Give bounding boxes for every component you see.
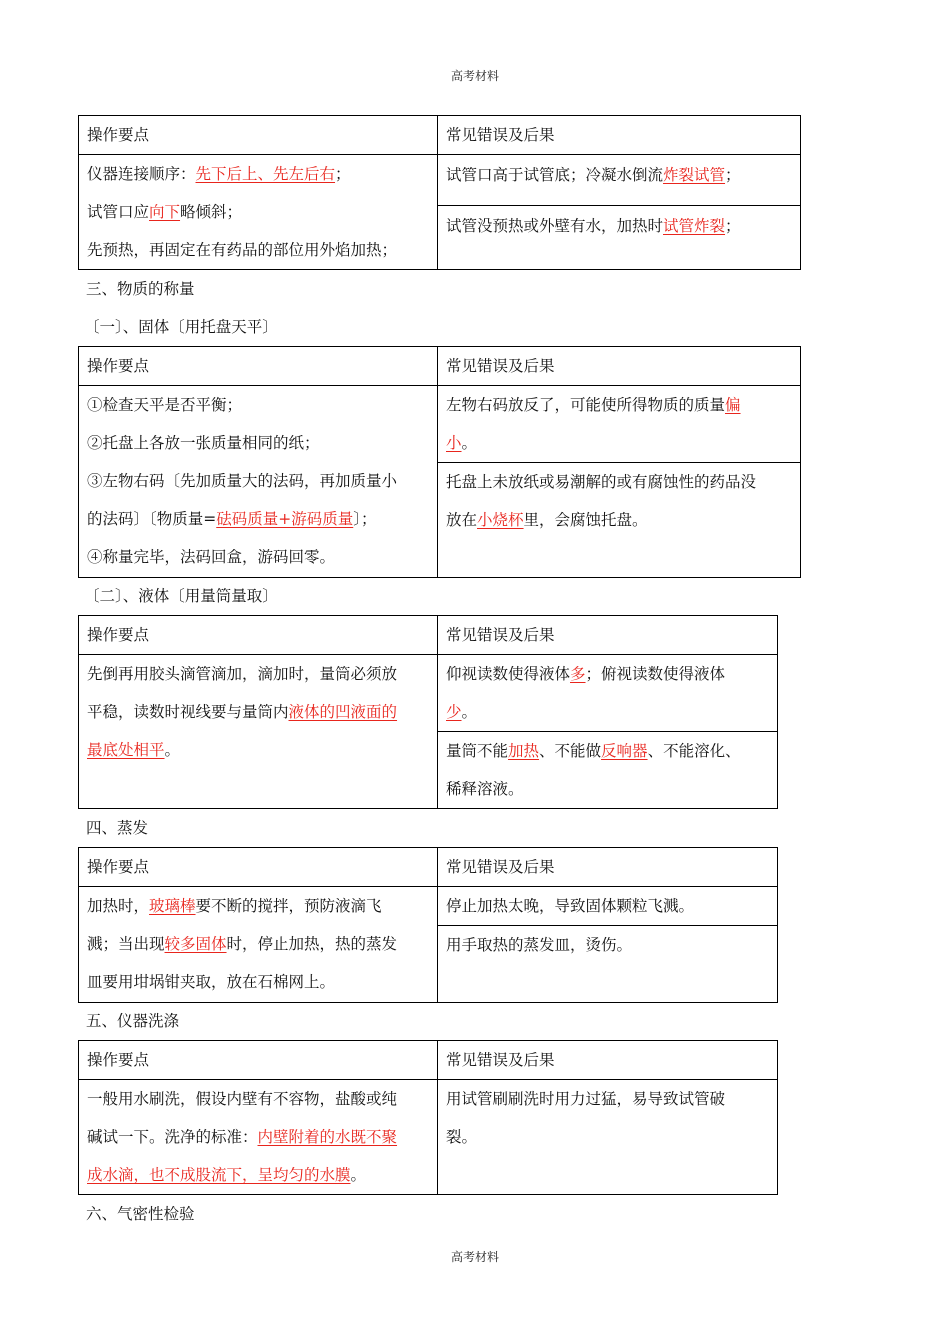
section-heading: 三、物质的称量	[86, 280, 195, 298]
col-header-ops: 操作要点	[79, 616, 438, 655]
table-measuring-liquid	[78, 615, 778, 809]
error-cell: 用手取热的蒸发皿，烫伤。	[438, 926, 778, 1003]
key-point: 反响器	[601, 742, 648, 760]
key-point: 砝码质量+游码质量	[216, 510, 354, 528]
key-point: 少	[446, 703, 462, 721]
key-point: 成水滴，也不成股流下，呈均匀的水膜	[87, 1166, 351, 1184]
col-header-ops: 操作要点	[79, 116, 438, 155]
key-point: 玻璃棒	[149, 897, 196, 915]
section-heading: 四、蒸发	[86, 819, 149, 837]
key-point: 液体的凹液面的	[288, 703, 398, 721]
key-point: 小烧杯	[477, 511, 524, 529]
col-header-errors: 常见错误及后果	[438, 116, 801, 155]
section-heading: 六、气密性检验	[86, 1205, 195, 1223]
ops-cell: 一般用水刷洗，假设内壁有不容物，盐酸或纯 碱试一下。洗净的标准：内壁附着的水既不聚 成水滴，也不成股流下，呈均匀的水膜。	[79, 1080, 438, 1195]
key-point: 炸裂试管	[663, 166, 726, 184]
key-point: 多	[570, 665, 586, 683]
col-header-errors: 常见错误及后果	[438, 1041, 778, 1080]
col-header-ops: 操作要点	[79, 848, 438, 887]
error-cell: 停止加热太晚，导致固体颗粒飞溅。	[438, 887, 778, 926]
error-cell: 试管没预热或外壁有水，加热时试管炸裂；	[438, 206, 801, 270]
ops-cell: 仪器连接顺序：先下后上、先左后右； 试管口应向下略倾斜； 先预热，再固定在有药品的部位用外焰加热；	[79, 155, 438, 270]
col-header-errors: 常见错误及后果	[438, 347, 801, 386]
key-point: 较多固体	[164, 935, 227, 953]
table-washing	[78, 1040, 778, 1195]
error-cell: 用试管刷刷洗时用力过猛，易导致试管破 裂。	[438, 1080, 778, 1195]
key-point: 试管炸裂	[663, 217, 726, 236]
key-point: 向下	[149, 203, 181, 221]
key-point: 先下后上、先左后右	[195, 165, 336, 183]
error-cell: 仰视读数使得液体多；俯视读数使得液体 少。	[438, 655, 778, 732]
ops-cell: ①检查天平是否平衡； ②托盘上各放一张质量相同的纸； ③左物右码〔先加质量大的法码，再加质量小 的法码〕〔物质量=砝码质量+游码质量〕； ④称量完毕，法码回盒，游码回零。	[79, 386, 438, 578]
page-header: 高考材料	[450, 69, 499, 83]
error-cell: 试管口高于试管底；冷凝水倒流炸裂试管；	[438, 155, 801, 206]
table-weighing-solid	[78, 346, 801, 578]
section-heading: 五、仪器洗涤	[86, 1012, 180, 1030]
subsection-heading: 〔二〕、液体〔用量筒量取〕	[84, 587, 278, 605]
error-cell: 托盘上未放纸或易潮解的或有腐蚀性的药品没 放在小烧杯里，会腐蚀托盘。	[438, 463, 801, 578]
col-header-errors: 常见错误及后果	[438, 848, 778, 887]
key-point: 小	[446, 434, 462, 452]
error-cell: 左物右码放反了，可能使所得物质的质量偏 小。	[438, 386, 801, 463]
key-point: 加热	[508, 742, 540, 760]
key-point: 偏	[725, 396, 741, 414]
ops-cell: 先倒再用胶头滴管滴加，滴加时，量筒必须放 平稳，读数时视线要与量筒内液体的凹液面的 最底处相平。	[79, 655, 438, 809]
table-evaporation	[78, 847, 778, 1003]
col-header-errors: 常见错误及后果	[438, 616, 778, 655]
key-point: 最底处相平	[87, 741, 165, 759]
col-header-ops: 操作要点	[79, 1041, 438, 1080]
ops-cell: 加热时，玻璃棒要不断的搅拌，预防液滴飞 溅；当出现较多固体时，停止加热，热的蒸发 皿要用坩埚钳夹取，放在石棉网上。	[79, 887, 438, 1003]
key-point: 内壁附着的水既不聚	[257, 1128, 398, 1146]
subsection-heading: 〔一〕、固体〔用托盘天平〕	[84, 318, 278, 336]
table-heating	[78, 115, 801, 270]
page-footer: 高考材料	[450, 1250, 499, 1264]
error-cell: 量筒不能加热、不能做反响器、不能溶化、 稀释溶液。	[438, 732, 778, 809]
col-header-ops: 操作要点	[79, 347, 438, 386]
